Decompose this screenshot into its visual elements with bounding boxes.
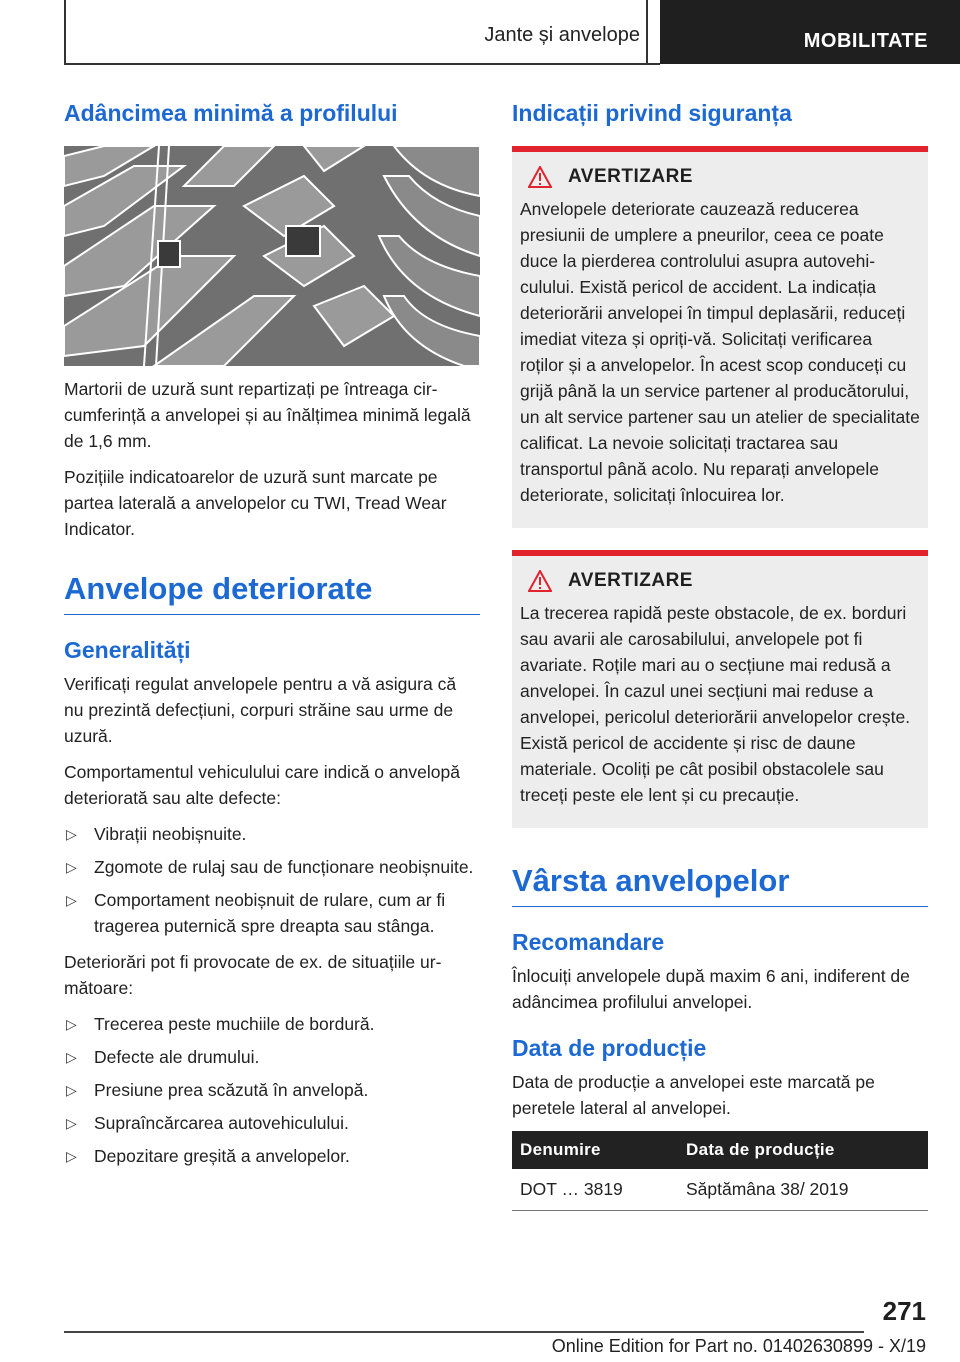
heading-tire-age: Vârsta anvelopelor (512, 862, 928, 908)
triangle-bullet-icon: ▷ (66, 1048, 77, 1065)
warning-triangle-icon (528, 166, 552, 188)
warning-text: Anvelopele deteriorate cauzează reducerea presiunii de umplere a pneurilor, ceea ce poate duce la pierderea controlului asupra autovehiculului. Există pericol de accident. La indicația deteriorării anvelopei în timpul deplasării, reduceți imediat viteza și opriți-vă. Solicitați verificarea roților și a anvelopelor. În acest scop conduceți cu grijă până la un service partener al producătorului, un alt service partener sau un atelier de specialitate calificat. La nevoie solicitați tractarea sau transportul până acolo. Nu reparați anvelopele deteriorate, solicitați înlocuirea lor. (520, 198, 920, 505)
header-chapter-tab: MOBILITATE (660, 0, 960, 64)
warning-title: AVERTIZARE (568, 165, 693, 187)
paragraph-damage-causes: Deteriorări pot fi provocate de ex. de situațiile următoare: (64, 951, 442, 998)
triangle-bullet-icon: ▷ (66, 1114, 77, 1131)
heading-damaged-tires: Anvelope deteriorate (64, 570, 480, 616)
warning-triangle-icon (528, 570, 552, 592)
table-header-row (512, 1131, 928, 1169)
heading-min-tread-depth: Adâncimea minimă a profilului (64, 100, 398, 126)
right-column (512, 100, 928, 1211)
list-item: ▷ Vibrații neobișnuite. (64, 821, 480, 847)
heading-production-date: Data de producție (512, 1034, 707, 1061)
triangle-bullet-icon: ▷ (66, 891, 77, 908)
triangle-bullet-icon: ▷ (66, 1015, 77, 1032)
header-separator (646, 0, 648, 64)
paragraph-recommendation: Înlocuiți anvelopele după maxim 6 ani, indiferent de adâncimea profilului anvelopei. (512, 965, 910, 1012)
tire-tread-illustration (64, 146, 480, 366)
heading-recommendation: Recomandare (512, 929, 665, 956)
table-cell: Săptămâna 38/ 2019 (678, 1169, 928, 1211)
paragraph-twi-position: Pozițiile indicatoarelor de uzură sunt marcate pe partea laterală a anvelopelor cu TWI, Tread Wear Indicator. (64, 466, 447, 539)
tire-tread-image (64, 146, 480, 366)
production-date-table (512, 1131, 928, 1211)
heading-safety-notes: Indicații privind siguranța (512, 100, 792, 126)
header-rule-left (64, 0, 66, 64)
warning-box-damaged-tires (512, 146, 928, 528)
list-item: ▷ Comportament neobișnuit de rulare, cum ar fi tragerea puternică spre dreapta sau stânga. (64, 887, 480, 939)
paragraph-production-date: Data de producție a anvelopei este marcată pe peretele lateral al anvelopei. (512, 1071, 875, 1118)
table-cell: DOT … 3819 (512, 1169, 678, 1211)
symptoms-list (64, 821, 480, 939)
header-section-title: Jante și anvelope (484, 24, 640, 46)
causes-list (64, 1011, 480, 1169)
warning-title: AVERTIZARE (568, 569, 693, 591)
list-item: ▷ Zgomote de rulaj sau de funcționare neobișnuite. (64, 854, 480, 880)
list-item: ▷ Trecerea peste muchiile de bordură. (64, 1011, 480, 1037)
list-item: ▷ Supraîncărcarea autovehiculului. (64, 1110, 480, 1136)
footer-rule (64, 1331, 864, 1333)
left-column (64, 100, 480, 1179)
warning-text: La trecerea rapidă peste obstacole, de ex. borduri sau avarii ale carosabilului, anvelopele pot fi avariate. Roțile mari au o secțiune mai redusă a anvelopei. În cazul unei secțiuni mai reduse a anvelopei, pericolul deteriorării anvelopelor crește. Există pericol de accidente și risc de daune materiale. Ocoliți pe cât posibil obstacolele sau treceți peste ele lent și cu precauție. (520, 602, 911, 805)
table-header-cell: Data de producție (678, 1131, 928, 1169)
list-item: ▷ Defecte ale drumului. (64, 1044, 480, 1070)
page-number: 271 (882, 1296, 926, 1326)
heading-general: Generalități (64, 637, 191, 664)
table-row (512, 1169, 928, 1211)
paragraph-vehicle-behaviour: Comportamentul vehiculului care indică o anvelopă deteriorată sau alte defecte: (64, 761, 460, 808)
table-header-cell: Denumire (512, 1131, 678, 1169)
triangle-bullet-icon: ▷ (66, 1081, 77, 1098)
paragraph-check-regularly: Verificați regulat anvelopele pentru a vă asigura că nu prezintă defecțiuni, corpuri străine sau urme de uzură. (64, 673, 457, 746)
triangle-bullet-icon: ▷ (66, 825, 77, 842)
paragraph-wear-indicators: Martorii de uzură sunt repartizați pe întreaga circumferință a anvelopei și au înălțimea minimă legală de 1,6 mm. (64, 378, 471, 451)
triangle-bullet-icon: ▷ (66, 858, 77, 875)
triangle-bullet-icon: ▷ (66, 1147, 77, 1164)
list-item: ▷ Presiune prea scăzută în anvelopă. (64, 1077, 480, 1103)
warning-box-obstacles (512, 550, 928, 828)
header-rule-bottom (64, 63, 660, 65)
list-item: ▷ Depozitare greșită a anvelopelor. (64, 1143, 480, 1169)
footer-edition: Online Edition for Part no. 01402630899 - X/19 (551, 1336, 926, 1356)
